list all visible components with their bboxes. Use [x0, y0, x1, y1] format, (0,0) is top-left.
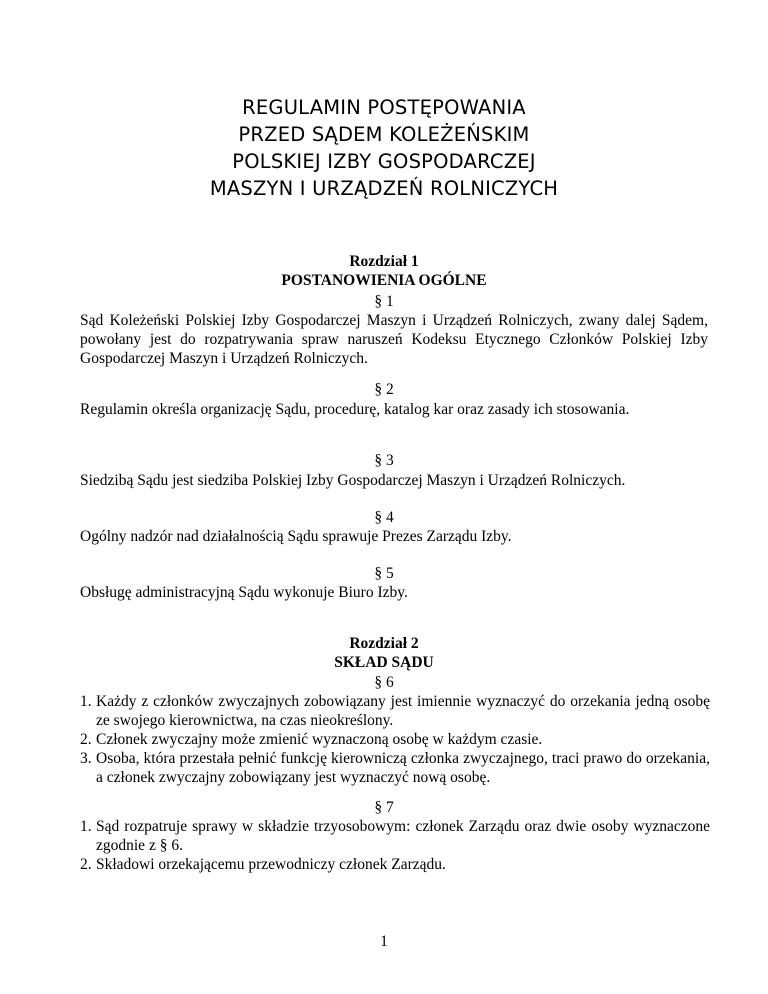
section-mark-4: § 4 — [374, 509, 394, 526]
list-item — [80, 730, 710, 749]
list-item — [80, 817, 710, 855]
section-4-text: Ogólny nadzór nad działalnością Sądu sprawuje Prezes Zarządu Izby. — [80, 528, 512, 545]
section-6-list — [80, 692, 710, 787]
list-item-number: 2. — [80, 731, 92, 748]
list-item-number: 1. — [80, 818, 92, 835]
section-mark-3: § 3 — [374, 452, 394, 469]
list-item — [80, 749, 710, 787]
section-7-list — [80, 817, 710, 874]
list-item-number: 3. — [80, 750, 92, 767]
section-mark-7: § 7 — [374, 799, 394, 816]
list-item — [80, 692, 710, 730]
document-title — [0, 94, 768, 202]
section-mark-5: § 5 — [374, 565, 394, 582]
section-1-text: Sąd Koleżeński Polskiej Izby Gospodarczej Maszyn i Urządzeń Rolniczych, zwany dalej Sądem, powołany jest do rozpatrywania spraw naruszeń Kodeksu Etycznego Członków Polskiej Izby Gospodarczej Maszyn i Urządzeń Rolniczych. — [80, 312, 708, 367]
list-item-number: 2. — [80, 856, 92, 873]
section-3-text: Siedzibą Sądu jest siedziba Polskiej Izby Gospodarczej Maszyn i Urządzeń Rolniczych. — [80, 472, 626, 489]
chapter-name: POSTANOWIENIA OGÓLNE — [281, 272, 487, 289]
chapter-number: Rozdział 2 — [349, 635, 419, 652]
list-item-text: Osoba, która przestała pełnić funkcję kierowniczą członka zwyczajnego, traci prawo do orzekania, a członek zwyczajny zobowiązany jest wyznaczyć nową osobę. — [96, 750, 710, 786]
chapter-2-heading — [0, 634, 768, 672]
list-item-text: Składowi orzekającemu przewodniczy członek Zarządu. — [96, 856, 446, 873]
title-line: PRZED SĄDEM KOLEŻEŃSKIM — [238, 123, 530, 146]
list-item — [80, 855, 710, 874]
title-line: MASZYN I URZĄDZEŃ ROLNICZYCH — [209, 177, 559, 200]
title-line: REGULAMIN POSTĘPOWANIA — [242, 96, 526, 119]
chapter-number: Rozdział 1 — [349, 253, 419, 270]
section-5-text: Obsługę administracyjną Sądu wykonuje Biuro Izby. — [80, 584, 408, 601]
list-item-text: Każdy z członków zwyczajnych zobowiązany jest imiennie wyznaczyć do orzekania jedną osobę ze swojego kierownictwa, na czas nieokreślony. — [96, 693, 710, 729]
chapter-name: SKŁAD SĄDU — [334, 654, 434, 671]
chapter-1-heading — [0, 252, 768, 290]
title-line: POLSKIEJ IZBY GOSPODARCZEJ — [232, 150, 536, 173]
page-number: 1 — [380, 933, 388, 950]
section-mark-6: § 6 — [374, 674, 394, 691]
list-item-text: Sąd rozpatruje sprawy w składzie trzyosobowym: członek Zarządu oraz dwie osoby wyznaczone zgodnie z § 6. — [96, 818, 710, 854]
section-mark-1: § 1 — [374, 293, 394, 310]
list-item-text: Członek zwyczajny może zmienić wyznaczoną osobę w każdym czasie. — [96, 731, 543, 748]
section-2-text: Regulamin określa organizację Sądu, procedurę, katalog kar oraz zasady ich stosowania. — [80, 401, 630, 418]
list-item-number: 1. — [80, 693, 92, 710]
section-mark-2: § 2 — [374, 381, 394, 398]
